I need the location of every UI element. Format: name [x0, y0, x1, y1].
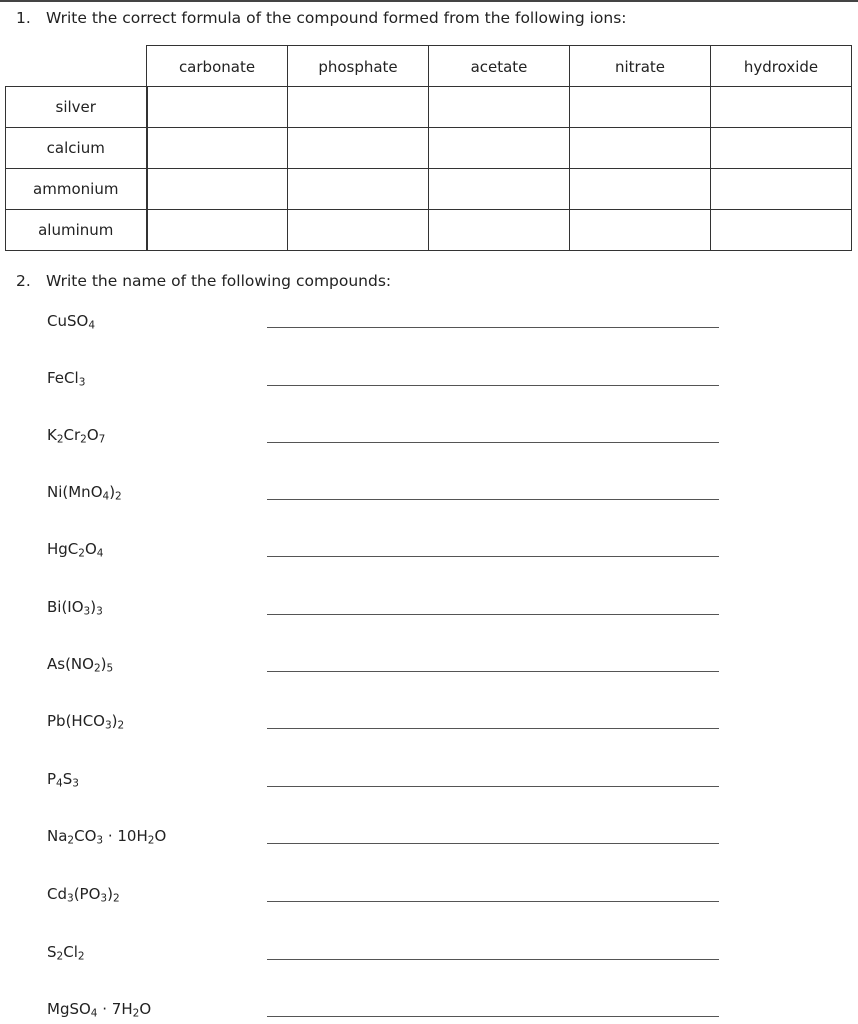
compound-formula: [47, 540, 103, 560]
answer-cell[interactable]: [288, 169, 429, 210]
answer-line[interactable]: [267, 442, 719, 443]
formula-subscript: 2: [115, 490, 122, 503]
formula-text: · 7H: [97, 1000, 133, 1018]
formula-text: Cl: [63, 943, 78, 961]
formula-text: Bi(IO: [47, 598, 84, 616]
answer-cell[interactable]: [147, 169, 288, 210]
answer-cell[interactable]: [711, 210, 852, 251]
top-rule: [0, 0, 858, 2]
formula-text: ): [100, 655, 107, 673]
compound-formula: [47, 312, 95, 332]
formula-text: Cr: [63, 426, 81, 444]
compound-formula: [47, 426, 105, 446]
column-header-carbonate: carbonate: [147, 46, 288, 87]
answer-line[interactable]: [267, 385, 719, 386]
formula-text: Ni(MnO: [47, 483, 103, 501]
formula-subscript: 3: [78, 376, 86, 389]
formula-subscript: 4: [102, 490, 110, 503]
answer-cell[interactable]: [570, 210, 711, 251]
formula-text: FeCl: [47, 369, 79, 387]
answer-line[interactable]: [267, 327, 719, 328]
column-header-acetate: acetate: [429, 46, 570, 87]
formula-text: ): [111, 712, 118, 730]
answer-line[interactable]: [267, 901, 719, 902]
formula-subscript: 2: [80, 433, 87, 446]
answer-cell[interactable]: [288, 87, 429, 128]
formula-subscript: 3: [96, 605, 103, 618]
formula-text: O: [86, 426, 99, 444]
answer-cell[interactable]: [711, 87, 852, 128]
formula-subscript: 4: [88, 319, 95, 332]
question-1-number: 1.: [16, 9, 31, 27]
table-corner: [6, 46, 147, 87]
formula-text: S: [47, 943, 57, 961]
answer-line[interactable]: [267, 671, 719, 672]
formula-text: O: [139, 1000, 152, 1018]
formula-text: ): [90, 598, 97, 616]
answer-line[interactable]: [267, 728, 719, 729]
formula-text: ): [109, 483, 116, 501]
row-label-calcium: calcium: [6, 128, 147, 169]
compound-formula: [47, 598, 103, 618]
compound-formula: [47, 943, 85, 963]
row-label-ammonium: ammonium: [6, 169, 147, 210]
answer-line[interactable]: [267, 556, 719, 557]
answer-cell[interactable]: [429, 87, 570, 128]
formula-subscript: 3: [100, 892, 108, 905]
formula-subscript: 2: [77, 950, 85, 963]
formula-subscript: 2: [56, 950, 64, 963]
compound-formula: [47, 712, 124, 732]
answer-line[interactable]: [267, 1016, 719, 1017]
formula-text: (PO: [73, 885, 101, 903]
answer-line[interactable]: [267, 959, 719, 960]
formula-text: K: [47, 426, 57, 444]
formula-subscript: 4: [96, 547, 104, 560]
answer-cell[interactable]: [711, 169, 852, 210]
formula-text: ): [107, 885, 113, 903]
formula-subscript: 2: [132, 1007, 140, 1020]
formula-text: Pb(HCO: [47, 712, 105, 730]
formula-subscript: 2: [112, 892, 120, 905]
formula-subscript: 2: [117, 719, 125, 732]
answer-line[interactable]: [267, 786, 719, 787]
formula-subscript: 7: [98, 433, 106, 446]
formula-subscript: 2: [78, 547, 85, 560]
column-header-hydroxide: hydroxide: [711, 46, 852, 87]
compound-formula: [47, 369, 85, 389]
row-label-aluminum: aluminum: [6, 210, 147, 251]
formula-subscript: 5: [106, 662, 114, 675]
formula-subscript: 3: [96, 834, 104, 847]
formula-subscript: 2: [93, 662, 101, 675]
answer-cell[interactable]: [570, 169, 711, 210]
compound-formula: [47, 655, 113, 675]
formula-subscript: 3: [83, 605, 91, 618]
answer-line[interactable]: [267, 843, 719, 844]
question-2-text: Write the name of the following compounds:: [46, 272, 392, 290]
answer-cell[interactable]: [147, 210, 288, 251]
formula-subscript: 3: [104, 719, 112, 732]
answer-cell[interactable]: [429, 169, 570, 210]
formula-subscript: 3: [72, 777, 79, 790]
compound-formula: [47, 1000, 151, 1020]
question-1-text: Write the correct formula of the compound formed from the following ions:: [46, 9, 627, 27]
formula-text: As(NO: [47, 655, 94, 673]
answer-cell[interactable]: [429, 210, 570, 251]
answer-cell[interactable]: [711, 128, 852, 169]
formula-text: MgSO: [47, 1000, 91, 1018]
question-1: [16, 9, 627, 27]
formula-text: Cd: [47, 885, 67, 903]
ion-formula-table: [5, 45, 852, 251]
compound-formula: [47, 770, 79, 790]
formula-text: P: [47, 770, 57, 788]
answer-cell[interactable]: [288, 210, 429, 251]
formula-text: O: [84, 540, 97, 558]
formula-text: HgC: [47, 540, 79, 558]
compound-formula: [47, 483, 122, 503]
row-label-silver: silver: [6, 87, 147, 128]
formula-subscript: 4: [90, 1007, 98, 1020]
answer-line[interactable]: [267, 614, 719, 615]
compound-formula: [47, 885, 120, 905]
formula-text: O: [154, 827, 167, 845]
column-header-phosphate: phosphate: [288, 46, 429, 87]
formula-text: S: [62, 770, 73, 788]
formula-text: CuSO: [47, 312, 89, 330]
answer-line[interactable]: [267, 499, 719, 500]
formula-subscript: 2: [147, 834, 155, 847]
formula-text: CO: [74, 827, 97, 845]
answer-cell[interactable]: [147, 128, 288, 169]
formula-text: Na: [47, 827, 68, 845]
formula-subscript: 4: [56, 777, 63, 790]
formula-subscript: 2: [56, 433, 64, 446]
question-2-number: 2.: [16, 272, 31, 290]
formula-text: · 10H: [103, 827, 148, 845]
answer-cell[interactable]: [570, 128, 711, 169]
answer-cell[interactable]: [288, 128, 429, 169]
answer-cell[interactable]: [429, 128, 570, 169]
answer-cell[interactable]: [147, 87, 288, 128]
column-header-nitrate: nitrate: [570, 46, 711, 87]
compound-formula: [47, 827, 166, 847]
formula-subscript: 2: [67, 834, 75, 847]
answer-cell[interactable]: [570, 87, 711, 128]
formula-subscript: 3: [67, 892, 74, 905]
question-2: [16, 272, 391, 290]
